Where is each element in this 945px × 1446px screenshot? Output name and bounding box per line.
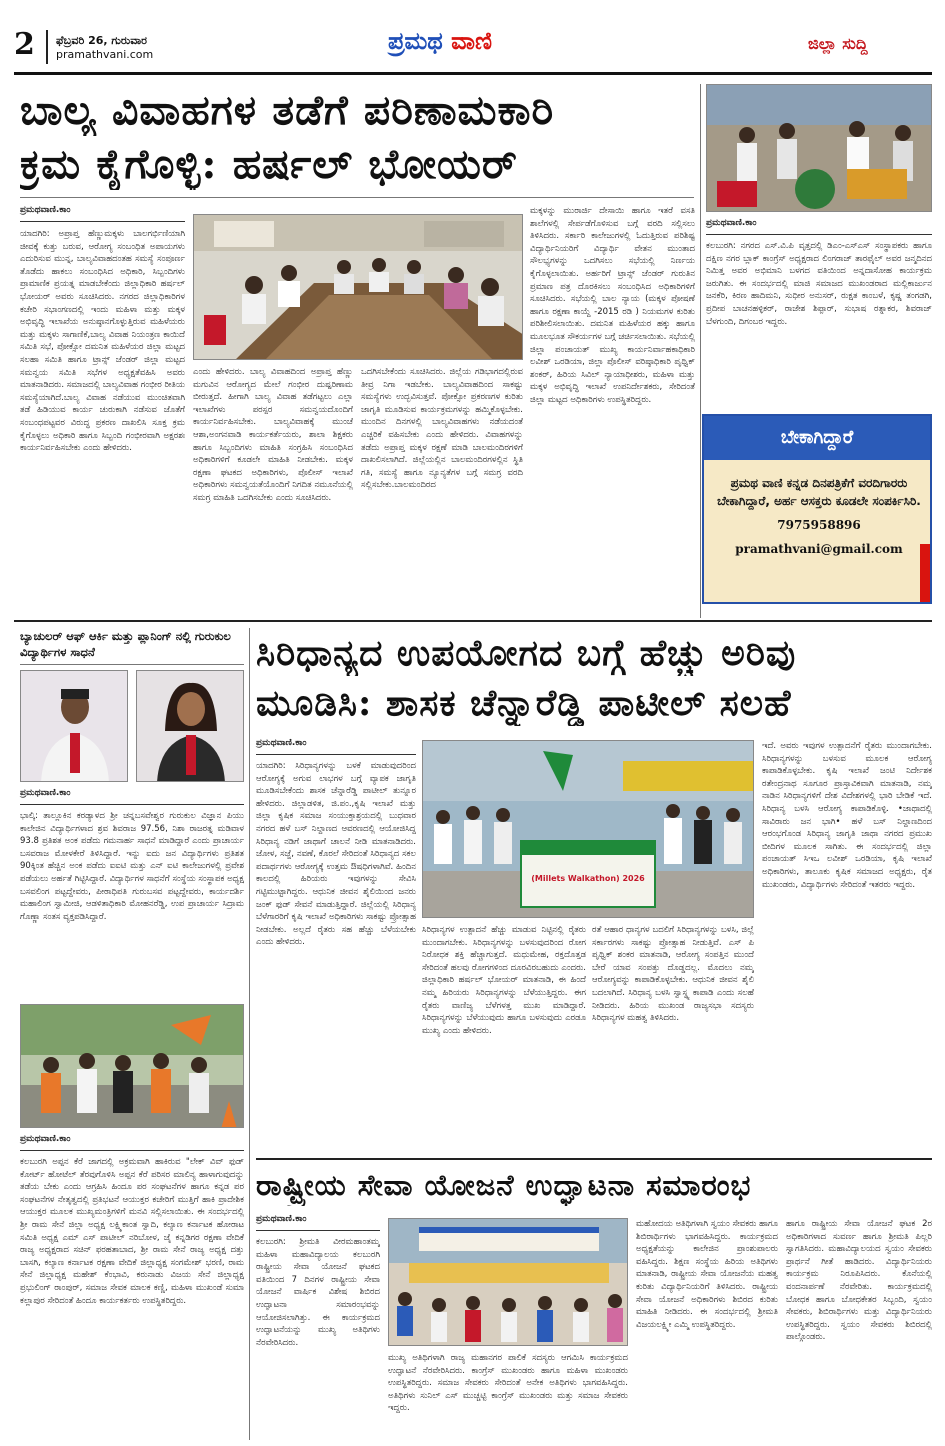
story4-column-4: ಇದೆ. ಅವರು ಇವುಗಳ ಉತ್ಪಾದನೆಗೆ ರೈತರು ಮುಂದಾಗಬೇಕು. ಸಿರಿಧಾನ್ಯಗಳನ್ನು ಬಳಸುವ ಮೂಲಕ ಆರೋಗ್ಯ ಕಾಪಾಡಿಕೊಳ್ಳಬೇಕು. ಕೃಷಿ ಇಲಾಖೆ ಜಂಟಿ ನಿರ್ದೇಶಕ ರತೇಂದ್ರನಾಥ ಸೂಗೂರ ಪ್ರಾಸ್ತಾವಿಕವಾಗಿ ಮಾತನಾಡಿ, ನಮ್ಮ ನಾಡಿನ ಸಿರಿಧಾನ್ಯಗಳಿಗೆ ದೇಶ ವಿದೇಶಗಳಲ್ಲಿ ಭಾರಿ ಬೇಡಿಕೆ ಇದೆ. ಸಿರಿಧಾನ್ಯ ಬಳಸಿ ಆರೋಗ್ಯ ಕಾಪಾಡಿಕೊಳ್ಳಿ. •ಜಾಥಾದಲ್ಲಿ ಸಾವಿರಾರು ಜನ ಭಾಗಿ• ಹಳೆ ಬಸ್ ನಿಲ್ದಾಣದಿಂದ ಆರಂಭಗೊಂಡ ಸಿರಿಧಾನ್ಯ ಜಾಗೃತಿ ಜಾಥಾ ನಗರದ ಪ್ರಮುಖ ಬೀದಿಗಳ ಮೂಲಕ ಸಾಗಿತು. ಈ ಸಂದರ್ಭದಲ್ಲಿ ಜಿಲ್ಲಾ ಪಂಚಾಯತ್ ಸಿಇಒ ಲವೀಶ್ ಒರಡಿಯಾ, ಕೃಷಿ ಇಲಾಖೆ ಅಧಿಕಾರಿಗಳು, ತಾಲೂಕು ಕೃಷಿಕ ಸಮಾಜದ ಅಧ್ಯಕ್ಷರು, ರೈತ ಮುಖಂಡರು, ವಿದ್ಯಾರ್ಥಿಗಳು ಸೇರಿದಂತೆ ಇತರರು ಇದ್ದರು.	[762, 741, 932, 890]
story4-credit: ಪ್ರಮಥವಾಣಿ.ಕಾಂ	[256, 738, 307, 748]
story5-credit: ಪ್ರಮಥವಾಣಿ.ಕಾಂ	[256, 1214, 307, 1224]
story1-credit: ಪ್ರಮಥವಾಣಿ.ಕಾಂ	[20, 205, 71, 215]
page-section-rule	[14, 620, 932, 622]
story5-column-2: ಮುಖ್ಯ ಅತಿಥಿಗಳಾಗಿ ರಾಜ್ಯ ಮಹಾನಗರ ಪಾಲಿಕೆ ಸದಸ್ಯರು ಆಗಮಿಸಿ ಕಾರ್ಯಕ್ರಮದ ಉದ್ಘಾಟನೆ ನೆರವೇರಿಸಿದರು. ಕಾಂಗ್ರೆಸ್ ಮುಖಂಡರು ಹಾಗೂ ಮಹಿಳಾ ಮುಖಂಡರು ಉಪಸ್ಥಿತರಿದ್ದರು. ಸಮಾಜ ಸೇವಕರು ಸೇರಿದಂತೆ ಅನೇಕ ಅತಿಥಿಗಳು ಭಾಗವಹಿಸಿದ್ದರು. ಅತಿಥಿಗಳು ಸುನಿಲ್ ಎಸ್ ಮುಚ್ಚಟ್ಟಿ ಕಾಂಗ್ರೆಸ್ ಮುಖಂಡರು ಮತ್ತು ಸಮಾಜ ಸೇವಕರು ಇದ್ದರು.	[388, 1353, 628, 1414]
story1-headline-line2: ಕ್ರಮ ಕೈಗೊಳ್ಳಿ: ಹರ್ಷಲ್ ಭೋಯರ್	[20, 140, 518, 188]
food-distribution-photo	[706, 84, 932, 212]
story1-column-3: ಒದಗಿಸಬೇಕೆಂದು ಸೂಚಿಸಿದರು. ಜಿಲ್ಲೆಯ ಗಡಿಭಾಗದಲ್ಲಿರುವ ತೀವ್ರ ನಿಗಾ ಇಡಬೇಕು. ಬಾಲ್ಯವಿವಾಹದಿಂದ ಸಾಕಷ್ಟು ಸಮಸ್ಯೆಗಳು ಉದ್ಭವಿಸುತ್ತವೆ. ಪೋಕ್ಸೋ ಪ್ರಕರಣಗಳ ಕುರಿತು ಜಾಗೃತಿ ಮೂಡಿಸುವ ಕಾರ್ಯಕ್ರಮಗಳನ್ನು ಹಮ್ಮಿಕೊಳ್ಳಬೇಕು. ಮುಂದಿನ ದಿನಗಳಲ್ಲಿ ಬಾಲ್ಯವಿವಾಹಗಳು ನಡೆಯದಂತೆ ಎಚ್ಚರಿಕೆ ವಹಿಸಬೇಕು ಎಂದು ಹೇಳಿದರು. ವಿವಾಹಗಳನ್ನು ತಡೆದು ಅಪ್ರಾಪ್ತ ಮಕ್ಕಳ ರಕ್ಷಣೆ ಮಾಡಿ ಬಾಲಮಂದಿರಗಳಿಗೆ ದಾಖಲಿಸಲಾಗಿದೆ. ಜಿಲ್ಲೆಯಲ್ಲಿನ ಬಾಲಮಂದಿರಗಳಲ್ಲಿನ ಸ್ಥಿತಿ ಗತಿ, ಸಮಸ್ಯೆ ಹಾಗೂ ನ್ಯೂನ್ಯತೆಗಳ ಬಗ್ಗೆ ಸಮಗ್ರ ವರದಿ ಸಲ್ಲಿಸಬೇಕು.ಬಾಲಮಂದಿರದ	[361, 367, 523, 491]
food-distribution-illustration	[707, 85, 932, 212]
walkathon-illustration	[423, 741, 754, 918]
story1-column-1: ಯಾದಗಿರಿ: ಅಪ್ರಾಪ್ತ ಹೆಣ್ಣುಮಕ್ಕಳು ಬಾಲಗರ್ಭಿಣಿಯಾಗಿ ಜೀವಕ್ಕೆ ಕುತ್ತು ಬರುವ, ಆರೋಗ್ಯ ಸಂಬಂಧಿತ ಅಪಾಯಗಳು ಎದುರಿಸುವ ಮುನ್ನ, ಬಾಲ್ಯವಿವಾಹದಂತಹ ಸಮಸ್ಯೆ ಸಂಪೂರ್ಣ ತೊಡೆದು ಹಾಕಲು ಸಂಬಂಧಿಸಿದ ಅಧಿಕಾರಿ, ಸಿಬ್ಬಂದಿಗಳು ಪ್ರಾಮಾಣಿಕ ಪ್ರಯತ್ನ ಮಾಡಬೇಕೆಂದು ಜಿಲ್ಲಾಧಿಕಾರಿ ಹರ್ಷಲ್ ಭೋಯರ್ ಅವರು ಸೂಚಿಸಿದರು. ನಗರದ ಜಿಲ್ಲಾಧಿಕಾರಿಗಳ ಕಚೇರಿ ಸಭಾಂಗಣದಲ್ಲಿ ಇಂದು ಮಹಿಳಾ ಮತ್ತು ಮಕ್ಕಳ ಅಭಿವೃದ್ಧಿ ಇಲಾಖೆಯ ಅನುಷ್ಠಾನಗೊಳ್ಳುತ್ತಿರುವ ಮಹಿಳೆಯರು ಮತ್ತು ಮಕ್ಕಳು ಸಾಗಾಣಿಕೆ,ಬಾಲ್ಯ ವಿವಾಹ ನಿಯಂತ್ರಣ ಕಾಯಿದೆ ಸಮಿತಿ ಸಭೆ, ಪೋಕ್ಸೋ ದಮನಿತ ಮಹಿಳೆಯರ ಜಿಲ್ಲಾ ಮಟ್ಟದ ಸಲಹಾ ಸಮಿತಿ ಹಾಗೂ ಟ್ರಾನ್ಸ್ ಜೆಂಡರ್ ಜಿಲ್ಲಾ ಮಟ್ಟದ ಸಮನ್ವಯ ಸಮಿತಿ ಸಭೆಗಳ ಅಧ್ಯಕ್ಷತೆವಹಿಸಿ ಅವರು ಮಾತನಾಡಿದರು. ಸಮಾಜದಲ್ಲಿ ಬಾಲ್ಯವಿವಾಹ ಗಂಭೀರ ರೀತಿಯ ಸಮಸ್ಯೆಯಾಗಿದೆ.ಬಾಲ್ಯ ವಿವಾಹ ನಡೆಯುವ ಮುಂಚಿತವಾಗಿ ತಡೆ ಹಿಡಿಯುವ ಕಾರ್ಯ ಚುರುಕಾಗಿ ನಡೆಸುವ ಜೊತೆಗೆ ಸಂಬಂಧಪಟ್ಟವರ ವಿರುದ್ಧ ಪ್ರಕರಣ ದಾಖಲಿಸಿ ಸೂಕ್ತ ಕ್ರಮ ಕೈಗೊಳ್ಳಲು ಅಧಿಕಾರಿ ಹಾಗೂ ಸಿಬ್ಬಂದಿ ಗಂಭೀರವಾಗಿ ಅಕ್ಷರಶಃ ಕಾರ್ಯನಿರ್ವಹಿಸಬೇಕು ಎಂದು ಹೇಳಿದರು.	[20, 229, 185, 454]
right-top-body: ಕಲಬುರಗಿ: ನಗರದ ಎಸ್.ವಿ.ಪಿ ವೃತ್ತದಲ್ಲಿ ಡಿಎಂ-ಎಸ್‌ಎಸ್ ಸಂಸ್ಥಾಪಕರು ಹಾಗೂ ದಕ್ಷಿಣ ನಗರ ಬ್ಲಾಕ್ ಕಾಂಗ್ರೆಸ್ ಅಧ್ಯಕ್ಷರಾದ ಲಿಂಗರಾಜ್ ತಾರಫೈಲ್ ಅವರ ಜನ್ಮದಿನದ ನಿಮಿತ್ತ ಅವರ ಅಭಿಮಾನಿ ಬಳಗದ ವತಿಯಿಂದ ಅನ್ನದಾಸೋಹ ಕಾರ್ಯಕ್ರಮ ಜರುಗಿತು. ಈ ಸಂದರ್ಭದಲ್ಲಿ ಮಾಜಿ ಸಮಾಜದ ಮುಖಂಡರಾದ ಮಲ್ಲಿಕಾರ್ಜುನ ಜನಕೆರಿ, ಕಿರಣ ಹಾದಿಮನಿ, ಸುಧೀರ ಅನುಸರ್, ರುಕ್ಷತ ಕಾಂಬಳೆ, ಕೃಷ್ಣ ತಂಗಡಗಿ, ಪ್ರದೀಪ ಬಾಚನಹಳ್ಳಿಕರ್, ರಾಜೇಶ ಶಿಪ್ಪಾರ್, ಸುಭಾಷ ರತ್ನಾಕರ, ಶಿವರಾಜ್ ಬೆಳಗುಂದಿ, ದಿಗಂಬರ ಇದ್ದರು.	[706, 241, 932, 327]
story5-credit-underline	[256, 1230, 380, 1231]
story1-column-2: ಎಂದು ಹೇಳಿದರು. ಬಾಲ್ಯ ವಿವಾಹದಿಂದ ಅಪ್ರಾಪ್ತ ಹೆಣ್ಣು ಮಗುವಿನ ಆರೋಗ್ಯದ ಮೇಲೆ ಗಂಭೀರ ದುಷ್ಪರಿಣಾಮ ಬೀರುತ್ತದೆ. ಹೀಗಾಗಿ ಬಾಲ್ಯ ವಿವಾಹ ತಡೆಗಟ್ಟಲು ಎಲ್ಲಾ ಇಲಾಖೆಗಳು ಪರಸ್ಪರ ಸಮನ್ವಯದೊಂದಿಗೆ ಕಾರ್ಯನಿರ್ವಹಿಸಬೇಕು. ಬಾಲ್ಯವಿವಾಹಕ್ಕೆ ಮುಂಚೆ ಆಶಾ,ಅಂಗನವಾಡಿ ಕಾರ್ಯಕರ್ತೆಯರು, ಶಾಲಾ ಶಿಕ್ಷಕರು ಹಾಗೂ ಸಿಬ್ಬಂದಿಗಳು ಮಾಹಿತಿ ಸಂಗ್ರಹಿಸಿ ಸಂಬಂಧಿಸಿದ ಅಧಿಕಾರಿಗಳಿಗೆ ಕೂಡಲೇ ಮಾಹಿತಿ ನೀಡಬೇಕು. ಮಕ್ಕಳ ರಕ್ಷಣಾ ಘಟಕದ ಅಧಿಕಾರಿಗಳು, ಪೊಲೀಸ್ ಇಲಾಖೆ ಅಧಿಕಾರಿಗಳು ಸಮನ್ವಯತೆಯೊಂದಿಗೆ ನಿಗದಿತ ನಮೂನೆಯಲ್ಲಿ ಸಮಗ್ರ ಮಾಹಿತಿ ಒದಗಿಸಬೇಕು ಎಂದು ಸೂಚಿಸಿದರು.	[193, 367, 353, 503]
story4-column-3: ರತೆ ಆಹಾರ ಧಾನ್ಯಗಳ ಬದಲಿಗೆ ಸಿರಿಧಾನ್ಯಗಳನ್ನು ಬಳಸಿ, ಜಿಲ್ಲೆ ಸರ್ಕಾರಗಳು ಸಾಕಷ್ಟು ಪ್ರೋತ್ಸಾಹ ನೀಡುತ್ತಿವೆ. ಎಸ್ ಪಿ ಪೃಥ್ವಿಕ್ ಶಂಕರ ಮಾತನಾಡಿ, ಆರೋಗ್ಯ ಸಂಪತ್ತಿನ ಮುಂದೆ ಬೇರೆ ಯಾವ ಸಂಪತ್ತು ದೊಡ್ಡದಲ್ಲ. ಮೊದಲು ನಮ್ಮ ಆರೋಗ್ಯವನ್ನು ಕಾಪಾಡಿಕೊಳ್ಳಬೇಕು. ಆಧುನಿಕ ಜೀವನ ಶೈಲಿ ಬದಲಾಗಿದೆ. ಸಿರಿಧಾನ್ಯ ಬಳಸಿ ಸ್ವಾಸ್ಥ್ಯ ಕಾಪಾಡಿ ಎಂದು ಸಲಹೆ ನೀಡಿದರು. ಹಿರಿಯ ಮುಖಂಡ ರಾಜ್ಯಸಭಾ ಸದಸ್ಯರು ಸಿರಿಧಾನ್ಯಗಳ ಮಹತ್ವ ತಿಳಿಸಿದರು.	[592, 925, 754, 1024]
story3-credit: ಪ್ರಮಥವಾಣಿ.ಕಾಂ	[20, 1134, 71, 1144]
protest-illustration	[21, 1005, 244, 1128]
story2-body: ಭಾಲ್ಕಿ: ತಾಲ್ಲೂಕಿನ ಕರಡ್ಯಾಳದ ಶ್ರೀ ಚನ್ನಬಸವೇಶ್ವರ ಗುರುಕುಲ ವಿಜ್ಞಾನ ಪಿಯು ಕಾಲೇಜಿನ ವಿದ್ಯಾರ್ಥಿಗಳಾದ ಶ್ರವ ಶಿವರಾಜ 97.56, ನಿಶಾ ರಾಜರತ್ನ ಮಡಿವಾಳ 93.8 ಪ್ರತಿಶತ ಅಂಕ ಪಡೆದು ಗಮನಾರ್ಹ ಸಾಧನೆ ಮಾಡಿದ್ದಾರೆ ಎಂದು ಪ್ರಾಚಾರ್ಯ ಬಸವರಾಜ ಮೋಳಕೇರೆ ತಿಳಿಸಿದ್ದಾರೆ. ಇನ್ನು ಐದು ಜನ ವಿದ್ಯಾರ್ಥಿಗಳು ಪ್ರತಿಶತ 90ಕ್ಕಿಂತ ಹೆಚ್ಚಿನ ಅಂಕ ಪಡೆದು ಐಐಟಿ ಮತ್ತು ಎನ್ ಐಟಿ ಕಾಲೇಜುಗಳಲ್ಲಿ ಪ್ರವೇಶ ಪಡೆಯಲು ಅರ್ಹತೆ ಗಿಟ್ಟಿಸಿದ್ದಾರೆ. ವಿದ್ಯಾರ್ಥಿಗಳ ಸಾಧನೆಗೆ ಸಂಸ್ಥೆಯ ಸಂಸ್ಥಾಪಕ ಅಧ್ಯಕ್ಷ ಬಸವಲಿಂಗ ಪಟ್ಟದ್ದೇವರು, ಪೀಠಾಧಿಪತಿ ಗುರುಬಸವ ಪಟ್ಟದ್ದೇವರು, ಕಾರ್ಯದರ್ಶಿ ಮಹಾಲಿಂಗ ಸ್ವಾಮೀಜಿ, ಆಡಳಿತಾಧಿಕಾರಿ ಮೋಹನರೆಡ್ಡಿ, ಉಪ ಪ್ರಾಚಾರ್ಯ ಸಿದ್ರಾಮ ಗೊಣ್ಣಾ ಸಂತಸ ವ್ಯಕ್ತಪಡಿಸಿದ್ದಾರೆ.	[20, 811, 244, 922]
story5-top-rule	[256, 1158, 932, 1160]
story3-body: ಕಲಬುರಗಿ ಅಪ್ಪನ ಕೆರೆ ಜಾಗದಲ್ಲಿ ಅಕ್ರಮವಾಗಿ ಹಾಕಿರುವ "ಲೇಕ್ ವಿವ್ ಫುಡ್ ಕೋರ್ಟ್ ಹೋಟೆಲ್ ತೆರವುಗೊಳಿಸಿ ಅಪ್ಪನ ಕೆರೆ ಪರಿಸರ ಮಾಲಿನ್ಯ ಹಾಳಾಗುವುದನ್ನು ತಡೆಯ ಬೇಕು ಎಂದು ಆಗ್ರಹಿಸಿ ಹಿಂದೂ ಪರ ಸಂಘಟನೆಗಳ ಹಾಗೂ ಕನ್ನಡ ಪರ ಸಂಘಟನೆಗಳ ನೇತೃತ್ವದಲ್ಲಿ ಪ್ರತಿಭಟನೆ ಆಯುಕ್ತರ ಕಚೇರಿಗೆ ಮುತ್ತಿಗೆ ಹಾಕಿ ಪ್ರಾದೇಶಿಕ ಆಯುಕ್ತರ ಮೂಲಕ ಮುಖ್ಯಮಂತ್ರಿಗಳಿಗೆ ಮನವಿ ಸಲ್ಲಿಸಲಾಯಿತು. ಈ ಸಂದರ್ಭದಲ್ಲಿ ಶ್ರೀ ರಾಮ ಸೇನೆ ಜಿಲ್ಲಾ ಅಧ್ಯಕ್ಷ ಲಕ್ಷ್ಮಿಕಾಂತ ಸ್ವಾದಿ, ಕಲ್ಯಾಣ ಕರ್ನಾಟಕ ಹೋರಾಟ ಸಮಿತಿ ಅಧ್ಯಕ್ಷ ಎಮ್ ಎಸ್ ಪಾಟೀಲ್ ನರಿಬೋಳ, ಜೈ ಕನ್ನಡಿಗರ ರಕ್ಷಣಾ ವೇದಿಕೆ ರಾಜ್ಯ ಅಧ್ಯಕ್ಷರಾದ ಸಚಿನ್ ಫರಹತಾಬಾದ, ಶ್ರೀ ರಾಮ ಸೇನೆ ರಾಜ್ಯ ಅಧ್ಯಕ್ಷ ದತ್ತು ಬಾಸಗಿ, ಕಲ್ಯಾಣ ಕರ್ನಾಟಕ ರಕ್ಷಣಾ ವೇದಿಕೆ ಜಿಲ್ಲಾಧ್ಯಕ್ಷ ಸಂಗಮೇಶ್ ಭರಣಿ, ರಾಮ ಸೇನೆ ಜಿಲ್ಲಾಧ್ಯಕ್ಷ ಮಹೇಶ್ ಕೆಂಭಾವಿ, ಕರುನಾಡು ವಿಜಯ ಸೇನೆ ಜಿಲ್ಲಾಧ್ಯಕ್ಷ ಪ್ರಭುಲಿಂಗ್ ರಾಂಪುರ್, ಸಮಾಜ ಸೇವಕ ಮಾಲಕ ಕಣ್ಣಿ, ಮಹಿಳಾ ಮುಖಂಡೆ ಸುಮಾ ಕಲ್ಲಾಪುರ ಸೇರಿದಂತೆ ಹಿಂದೂ ಕಾರ್ಯಕರ್ತರು ಉಪಸ್ಥಿತರಿದ್ದರು.	[20, 1157, 244, 1306]
story4-column-1: ಯಾದಗಿರಿ: ಸಿರಿಧಾನ್ಯಗಳನ್ನು ಬಳಕೆ ಮಾಡುವುದರಿಂದ ಆರೋಗ್ಯಕ್ಕೆ ಅಗುವ ಲಾಭಗಳ ಬಗ್ಗೆ ವ್ಯಾಪಕ ಜಾಗೃತಿ ಮೂಡಿಸಬೇಕೆಂದು ಶಾಸಕ ಚೆನ್ನಾರೆಡ್ಡಿ ಪಾಟೀಲ್ ತುನ್ನೂರ ಹೇಳಿದರು. ಜಿಲ್ಲಾಡಳಿತ, ಜಿ.ಪಂ.,ಕೃಷಿ ಇಲಾಖೆ ಮತ್ತು ಜಿಲ್ಲಾ ಕೃಷಿಕ ಸಮಾಜ ಸಂಯುಕ್ತಾಶ್ರಯದಲ್ಲಿ ಬುಧವಾರ ನಗರದ ಹಳೆ ಬಸ್ ನಿಲ್ದಾಣದ ಆವರಣದಲ್ಲಿ ಆಯೋಜಿಸಿದ್ದ ಸಿರಿಧಾನ್ಯ ನಡಿಗೆ ಜಾಥಾಗೆ ಚಾಲನೆ ನೀಡಿ ಮಾತನಾಡಿದರು. ಜೋಳ, ಸಜ್ಜೆ, ನವಣೆ, ಕೊರಲೆ ಸೇರಿದಂತೆ ಸಿರಿಧಾನ್ಯದ ಸಕಲ ಪದಾರ್ಥಗಳು ಆರೋಗ್ಯಕ್ಕೆ ಉತ್ತಮ ಔಷಧಿಗಳಾಗಿವೆ. ಹಿಂದಿನ ಕಾಲದಲ್ಲಿ ಹಿರಿಯರು ಇವುಗಳನ್ನು ಸೇವಿಸಿ ಗಟ್ಟಿಮುಟ್ಟಾಗಿದ್ದರು. ಆಧುನಿಕ ಜೀವನ ಶೈಲಿಯಿಂದ ಜನರು ಜಂಕ್ ಫುಡ್ ಸೇವನೆ ಮಾಡುತ್ತಿದ್ದಾರೆ. ಜಿಲ್ಲೆಯಲ್ಲಿ ಸಿರಿಧಾನ್ಯ ಬೆಳೆಗಾರರಿಗೆ ಕೃಷಿ ಇಲಾಖೆ ಅಧಿಕಾರಿಗಳು ಸಾಕಷ್ಟು ಪ್ರೋತ್ಸಾಹ ನೀಡಬೇಕು. ಅಲ್ಲದೆ ರೈತರು ಸಹ ಹೆಚ್ಚು ಬೆಳೆಯಬೇಕು ಎಂದು ಹೇಳಿದರು.	[256, 761, 416, 948]
story5-column-1: ಕಲಬುರಗಿ: ಶ್ರೀಮತಿ ವೀರಮಹಾಂತಮ್ಮ ಮಹಿಳಾ ಮಹಾವಿದ್ಯಾಲಯ ಕಲಬುರಗಿ ರಾಷ್ಟ್ರೀಯ ಸೇವಾ ಯೋಜನೆ ಘಟಕದ ವತಿಯಿಂದ 7 ದಿನಗಳ ರಾಷ್ಟ್ರೀಯ ಸೇವಾ ಯೋಜನೆ ವಾರ್ಷಿಕ ವಿಶೇಷ ಶಿಬಿರದ ಉದ್ಘಾಟನಾ ಸಮಾರಂಭವನ್ನು ಆಯೋಜಿಸಲಾಗಿತ್ತು. ಈ ಕಾರ್ಯಕ್ರಮದ ಉದ್ಘಾಟನೆಯನ್ನು ಮುಖ್ಯ ಅತಿಥಿಗಳು ನೆರವೇರಿಸಿದರು.	[256, 1237, 380, 1348]
protest-photo	[20, 1004, 244, 1128]
issue-date: ಫೆಬ್ರವರಿ 26, ಗುರುವಾರ	[56, 34, 147, 47]
classified-ad	[702, 414, 932, 604]
story1-headline-line1: ಬಾಲ್ಯ ವಿವಾಹಗಳ ತಡೆಗೆ ಪರಿಣಾಮಕಾರಿ	[20, 86, 555, 134]
masthead-divider	[46, 30, 48, 64]
story5-column-4: ಹಾಗೂ ರಾಷ್ಟ್ರೀಯ ಸೇವಾ ಯೋಜನೆ ಘಟಕ 2ರ ಅಧಿಕಾರಿಗಳಾದ ಸುವರ್ಣ ಹಾಗೂ ಶ್ರೀಮತಿ ಪಿಲ್ಲರಿ ಸ್ವಾಗತಿಸಿದರು. ಮಹಾವಿದ್ಯಾಲಯದ ಸ್ವಯಂ ಸೇವಕರು ಪ್ರಾರ್ಥನೆ ಗೀತೆ ಹಾಡಿದರು. ವಿದ್ಯಾರ್ಥಿನಿಯರು ಕಾರ್ಯಕ್ರಮ ನಿರೂಪಿಸಿದರು. ಕೊನೆಯಲ್ಲಿ ವಂದನಾರ್ಪಣೆ ನೆರವೇರಿತು. ಕಾರ್ಯಕ್ರಮದಲ್ಲಿ ಬೋಧಕ ಹಾಗೂ ಬೋಧಕೇತರ ಸಿಬ್ಬಂದಿ, ಸ್ವಯಂ ಸೇವಕರು, ಶಿಬಿರಾರ್ಥಿಗಳು ಮತ್ತು ವಿದ್ಯಾರ್ಥಿನಿಯರು ಉಪಸ್ಥಿತರಿದ್ದರು. ಸ್ವಯಂ ಸೇವಕರು ಶಿಬಿರದಲ್ಲಿ ಪಾಲ್ಗೊಂಡರು.	[786, 1219, 932, 1343]
website-link[interactable]: pramathvani.com	[56, 48, 154, 61]
story4-headline-line2: ಮೂಡಿಸಿ: ಶಾಸಕ ಚೆನ್ನಾರೆಡ್ಡಿ ಪಾಟೀಲ್ ಸಲಹೆ	[256, 682, 792, 724]
story1-column-4: ಮಕ್ಕಳನ್ನು ಮುರಾರ್ಜಿ ದೇಸಾಯಿ ಹಾಗೂ ಇತರೆ ವಸತಿ ಶಾಲೆಗಳಲ್ಲಿ ಸೇರ್ಪಡೆಗೊಳಿಸುವ ಬಗ್ಗೆ ವರದಿ ಸಲ್ಲಿಸಲು ತಿಳಿಸಿದರು. ಸರ್ಕಾರಿ ಕಾಲೇಜುಗಳಲ್ಲಿ ಓದುತ್ತಿರುವ ಪರಿಶಿಷ್ಟ ವಿದ್ಯಾರ್ಥಿನಿಯರಿಗೆ ವಿದ್ಯಾರ್ಥಿ ವೇತನ ಮುಂತಾದ ಸೌಲಭ್ಯಗಳನ್ನು ಒದಗಿಸಲು ಸಭೆಯಲ್ಲಿ ನಿರ್ಣಯ ಕೈಗೊಳ್ಳಲಾಯಿತು. ಅರ್ಹರಿಗೆ ಟ್ರಾನ್ಸ್ ಜೆಂಡರ್ ಗುರುತಿನ ಪ್ರಮಾಣ ಪತ್ರ ದೊರಕಿಸಲು ಸಂಬಂಧಿಸಿದ ಅಧಿಕಾರಿಗಳಿಗೆ ಸೂಚಿಸಿದರು. ಸಭೆಯಲ್ಲಿ ಬಾಲ ನ್ಯಾಯ (ಮಕ್ಕಳ ಪೋಷಣೆ ಹಾಗೂ ರಕ್ಷಣಾ ಕಾಯ್ದೆ -2015 ರಡಿ ) ನಿಯಮಗಳ ಕುರಿತು ಪರಿಶೀಲಿಸಲಾಯಿತು. ದಮನಿತ ಮಹಿಳೆಯರ ಹಕ್ಕು ಹಾಗೂ ಮೂಲಭೂತ ಸೌಕರ್ಯಗಳ ಬಗ್ಗೆ ಚರ್ಚಿಸಲಾಯಿತು. ಸಭೆಯಲ್ಲಿ ಜಿಲ್ಲಾ ಪಂಚಾಯತ್ ಮುಖ್ಯ ಕಾರ್ಯನಿರ್ವಾಹಕಾಧಿಕಾರಿ ಲವೀಶ್ ಒರಡಿಯಾ, ಜಿಲ್ಲಾ ಪೊಲೀಸ್ ವರಿಷ್ಠಾಧಿಕಾರಿ ಪೃಥ್ವಿಕ್ ಶಂಕರ್, ಹಿರಿಯ ಸಿವಿಲ್ ನ್ಯಾಯಾಧೀಶರು, ಮಹಿಳಾ ಮತ್ತು ಮಕ್ಕಳ ಅಭಿವೃದ್ಧಿ ಇಲಾಖೆ ಉಪನಿರ್ದೇಶಕರು, ಸೇರಿದಂತೆ ಜಿಲ್ಲಾ ಮಟ್ಟದ ಅಧಿಕಾರಿಗಳು ಉಪಸ್ಥಿತರಿದ್ದರು.	[530, 206, 695, 405]
story3-credit-underline	[20, 1150, 244, 1151]
section-label: ಜಿಲ್ಲಾ ಸುದ್ದಿ	[808, 34, 868, 53]
ad-phone[interactable]: 7975958896	[777, 518, 861, 532]
story2-headline: ಬ್ಯಾಚುಲರ್ ಆಫ್ ಆರ್ಕಿ ಮತ್ತು ಪ್ಲಾನಿಂಗ್ ನಲ್ಲಿ ಗುರುಕುಲ ವಿದ್ಯಾರ್ಥಿಗಳ ಸಾಧನೆ	[20, 629, 231, 659]
ad-body	[716, 474, 922, 558]
ad-accent-bar	[920, 544, 930, 602]
logo-part-2: ವಾಣಿ	[451, 26, 492, 55]
student-portrait-1	[21, 671, 128, 782]
right-column-divider	[700, 84, 701, 618]
right-top-credit: ಪ್ರಮಥವಾಣಿ.ಕಾಂ	[706, 218, 757, 228]
meeting-illustration	[194, 215, 523, 360]
story4-headline-line1: ಸಿರಿಧಾನ್ಯದ ಉಪಯೋಗದ ಬಗ್ಗೆ ಹೆಚ್ಚು ಅರಿವು	[256, 632, 797, 674]
left-column-divider	[249, 628, 250, 1440]
story2-rule	[20, 664, 244, 665]
ad-text: ಪ್ರಮಥ ವಾಣಿ ಕನ್ನಡ ದಿನಪತ್ರಿಕೆಗೆ ವರದಿಗಾರರು ಬೇಕಾಗಿದ್ದಾರೆ, ಅರ್ಹ ಆಸಕ್ತರು ಕೂಡಲೇ ಸಂಪರ್ಕಿಸಿರಿ.	[717, 476, 921, 508]
right-top-credit-underline	[706, 234, 932, 235]
story5-column-3: ಮಹೋದಯ ಅತಿಥಿಗಳಾಗಿ ಸ್ವಯಂ ಸೇವಕರು ಹಾಗೂ ಶಿಬಿರಾರ್ಥಿಗಳು ಭಾಗವಹಿಸಿದ್ದರು. ಕಾರ್ಯಕ್ರಮದ ಅಧ್ಯಕ್ಷತೆಯನ್ನು ಕಾಲೇಜಿನ ಪ್ರಾಂಶುಪಾಲರು ವಹಿಸಿದ್ದರು. ಶಿಕ್ಷಣ ಸಂಸ್ಥೆಯ ಹಿರಿಯ ಅತಿಥಿಗಳು ಮಾತನಾಡಿ, ರಾಷ್ಟ್ರೀಯ ಸೇವಾ ಯೋಜನೆಯ ಮಹತ್ವ ಕುರಿತು ವಿದ್ಯಾರ್ಥಿನಿಯರಿಗೆ ತಿಳಿಸಿದರು. ರಾಷ್ಟ್ರೀಯ ಸೇವಾ ಯೋಜನೆ ಅಧಿಕಾರಿಗಳು ಶಿಬಿರದ ಕುರಿತು ಮಾಹಿತಿ ನೀಡಿದರು. ಈ ಸಂದರ್ಭದಲ್ಲಿ ಶ್ರೀಮತಿ ವಿಜಯಲಕ್ಷ್ಮೀ ಎಮ್ಮಿ ಉಪಸ್ಥಿತರಿದ್ದರು.	[636, 1219, 778, 1330]
story2-credit-underline	[20, 804, 244, 805]
meeting-photo	[193, 214, 523, 360]
story1-rule	[20, 197, 694, 198]
story4-column-2: ಸಿರಿಧಾನ್ಯಗಳ ಉತ್ಪಾದನೆ ಹೆಚ್ಚು ಮಾಡುವ ನಿಟ್ಟಿನಲ್ಲಿ ರೈತರು ಮುಂದಾಗಬೇಕು. ಸಿರಿಧಾನ್ಯಗಳನ್ನು ಬಳಸುವುದರಿಂದ ರೋಗ ನಿರೋಧಕ ಶಕ್ತಿ ಹೆಚ್ಚಾಗುತ್ತದೆ. ಮಧುಮೇಹ, ರಕ್ತದೊತ್ತಡ ಸೇರಿದಂತೆ ಹಲವು ರೋಗಗಳಿಂದ ದೂರವಿರಬಹುದು ಎಂದರು. ಜಿಲ್ಲಾಧಿಕಾರಿ ಹರ್ಷಲ್ ಭೋಯರ್ ಮಾತನಾಡಿ, ಈ ಹಿಂದೆ ನಮ್ಮ ಹಿರಿಯರು ಸಿರಿಧಾನ್ಯಗಳನ್ನು ಬೆಳೆಯುತ್ತಿದ್ದರು. ಈಗ ರೈತರು ವಾಣಿಜ್ಯ ಬೆಳೆಗಳತ್ತ ಮುಖ ಮಾಡಿದ್ದಾರೆ. ಸಿರಿಧಾನ್ಯಗಳನ್ನು ಬೆಳೆಯುವುದು ಹಾಗೂ ಬಳಸುವುದು ಎರಡೂ ಮುಖ್ಯ ಎಂದು ಹೇಳಿದರು.	[422, 925, 586, 1036]
newspaper-logo[interactable]	[388, 26, 492, 55]
nss-event-illustration	[389, 1219, 628, 1346]
story2-credit: ಪ್ರಮಥವಾಣಿ.ಕಾಂ	[20, 788, 71, 798]
nss-event-photo	[388, 1218, 628, 1346]
student-photo-1	[20, 670, 128, 782]
logo-part-1: ಪ್ರಮಥ	[388, 26, 452, 55]
story5-headline: ರಾಷ್ಟ್ರೀಯ ಸೇವಾ ಯೋಜನೆ ಉದ್ಘಾಟನಾ ಸಮಾರಂಭ	[256, 1168, 752, 1202]
story1-credit-underline	[20, 221, 185, 222]
ad-heading: ಬೇಕಾಗಿದ್ದಾರೆ	[704, 416, 930, 460]
ad-email[interactable]: pramathvani@gmail.com	[735, 542, 903, 556]
page-number: 2	[14, 27, 35, 62]
student-portrait-2	[137, 671, 244, 782]
student-photo-2	[136, 670, 244, 782]
walkathon-banner-text: (Millets Walkathon) 2026	[531, 874, 645, 883]
walkathon-photo	[422, 740, 754, 918]
masthead-rule	[14, 72, 932, 75]
story4-credit-underline	[256, 754, 416, 755]
